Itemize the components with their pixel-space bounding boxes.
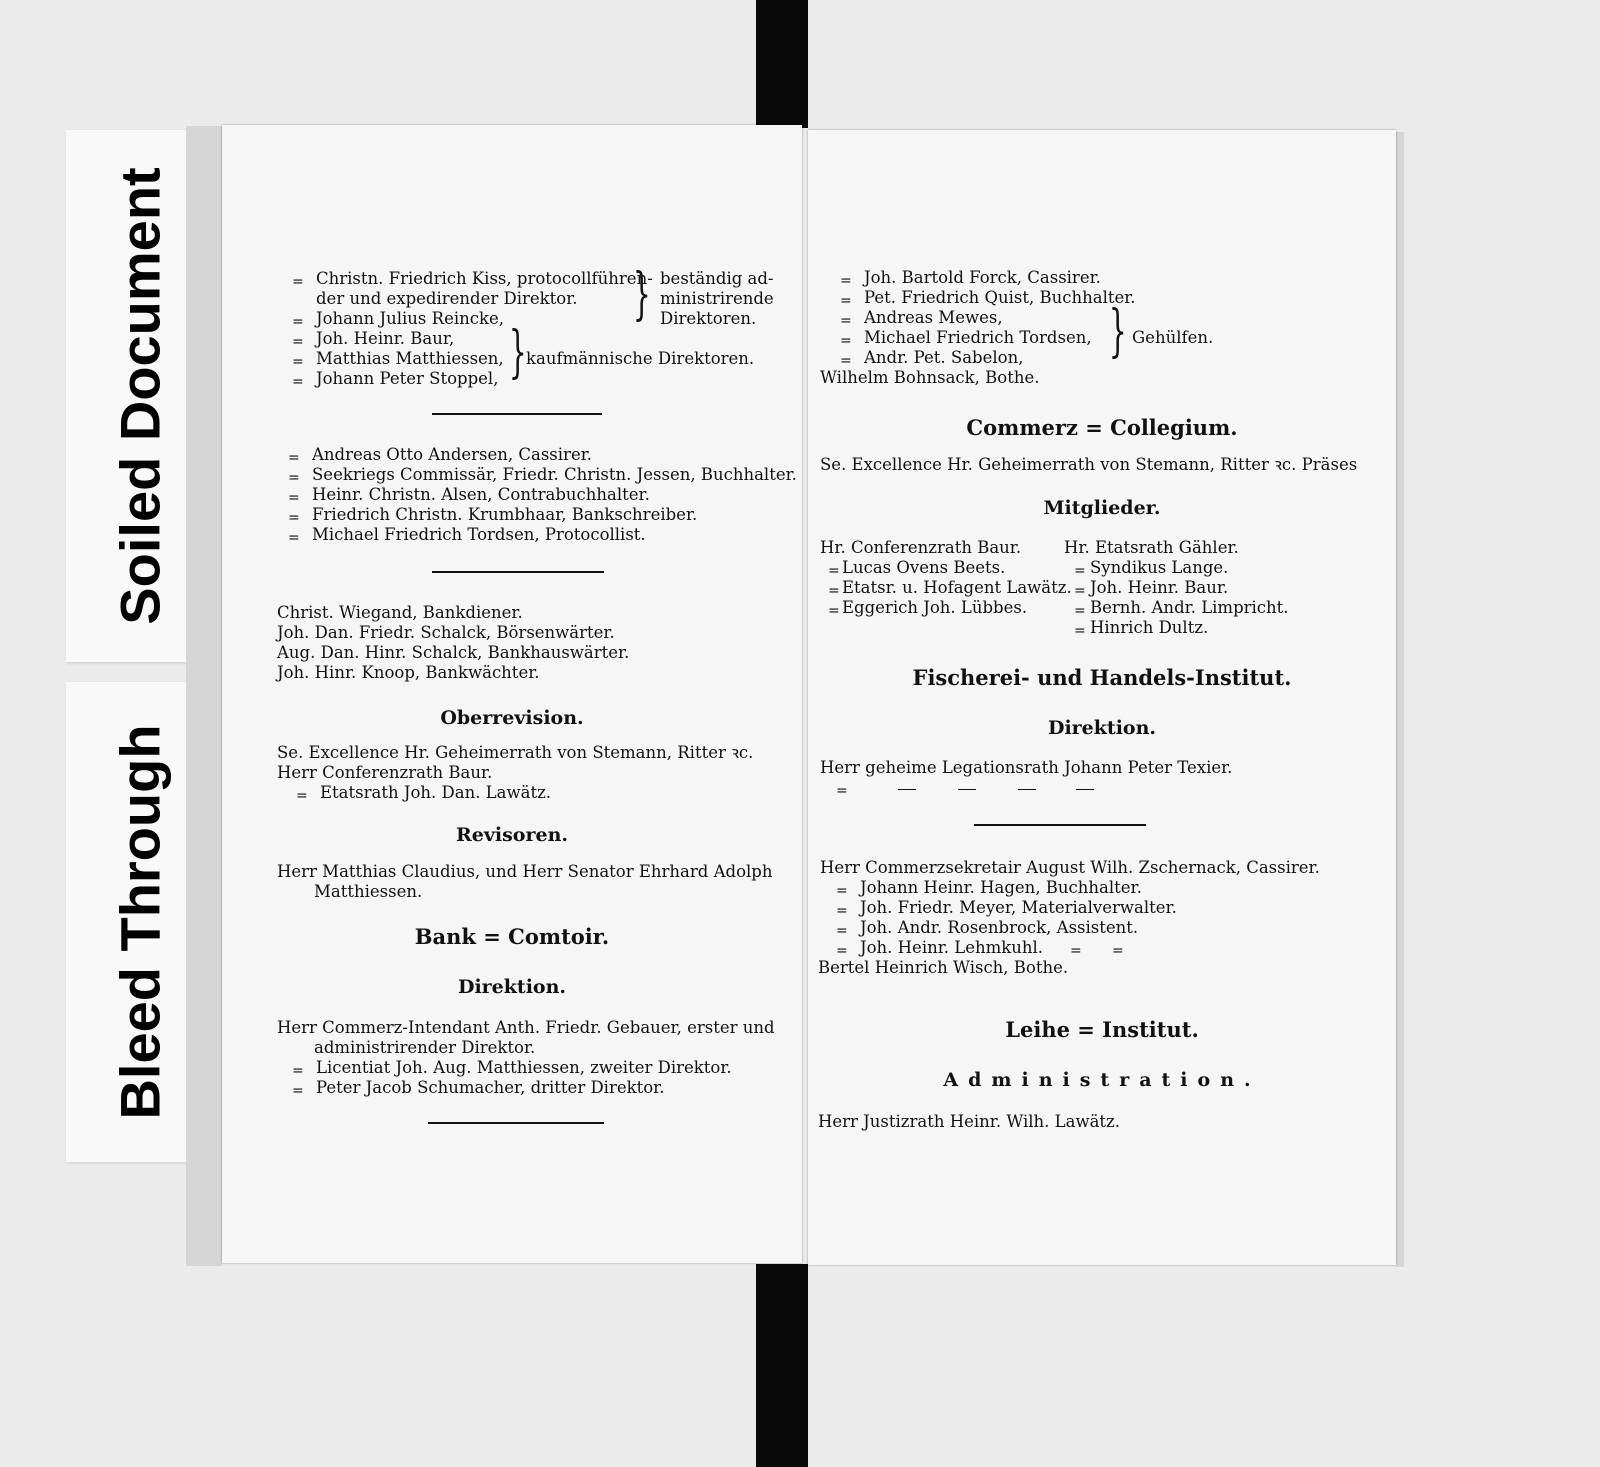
separator-rule	[432, 571, 604, 573]
spine-top	[756, 0, 808, 128]
ditto-mark: =	[836, 943, 848, 959]
bohnsack-line: Wilhelm Bohnsack, Bothe.	[820, 368, 1040, 387]
bleed-through-label: Bleed Through	[108, 724, 172, 1120]
ditto-mark: =	[1074, 603, 1086, 619]
dash-mark	[1018, 789, 1036, 790]
oberrevision-line-3: Etatsrath Joh. Dan. Lawätz.	[320, 783, 552, 802]
staff-line-4: Joh. Hinr. Knoop, Bankwächter.	[277, 663, 540, 682]
texier-line: Herr geheime Legationsrath Johann Peter Texier.	[820, 758, 1233, 777]
kiss-line-2: der und expedirender Direktor.	[316, 289, 578, 308]
commercial-label: kaufmännische Direktoren.	[526, 349, 755, 368]
ditto-mark: =	[836, 783, 848, 799]
ditto-mark: =	[836, 883, 848, 899]
ditto-mark: =	[1112, 943, 1124, 959]
staff-line-3: Aug. Dan. Hinr. Schalck, Bankhauswärter.	[277, 643, 630, 662]
ditto-mark: =	[292, 354, 304, 370]
ditto-mark: =	[1074, 583, 1086, 599]
member-left-3: Etatsr. u. Hofagent Lawätz.	[842, 578, 1072, 597]
oberrevision-heading: Oberrevision.	[440, 707, 584, 729]
official-line-3: Heinr. Christn. Alsen, Contrabuchhalter.	[312, 485, 650, 504]
member-right-4: Bernh. Andr. Limpricht.	[1090, 598, 1289, 617]
ditto-mark: =	[836, 923, 848, 939]
meyer-line: Joh. Friedr. Meyer, Materialverwalter.	[860, 898, 1177, 917]
hagen-line: Johann Heinr. Hagen, Buchhalter.	[860, 878, 1142, 897]
member-left-2: Lucas Ovens Beets.	[842, 558, 1006, 577]
brace-gehuelfen: }	[1108, 299, 1127, 364]
praeses-line: Se. Excellence Hr. Geheimerrath von Stemann, Ritter ꝛc. Präses	[820, 455, 1358, 474]
mewes-line: Andreas Mewes,	[864, 308, 1003, 327]
staff-line-2: Joh. Dan. Friedr. Schalck, Börsenwärter.	[277, 623, 615, 642]
ditto-mark: =	[828, 583, 840, 599]
ditto-mark: =	[292, 274, 304, 290]
ditto-mark: =	[840, 333, 852, 349]
ditto-mark: =	[840, 273, 852, 289]
baur-line: Joh. Heinr. Baur,	[316, 329, 455, 348]
dash-mark	[1076, 789, 1094, 790]
bank-line-2: administrirender Direktor.	[314, 1038, 536, 1057]
bank-line-1: Herr Commerz-Intendant Anth. Friedr. Gebauer, erster und	[277, 1018, 775, 1037]
kiss-line-1: Christn. Friedrich Kiss, protocollführen-	[316, 269, 653, 288]
separator-rule	[974, 824, 1146, 826]
administrative-label-1: beständig ad-	[660, 269, 774, 288]
ditto-mark: =	[288, 530, 300, 546]
administrative-label-3: Direktoren.	[660, 309, 757, 328]
ditto-mark: =	[1074, 623, 1086, 639]
ditto-mark: =	[292, 1083, 304, 1099]
member-right-5: Hinrich Dultz.	[1090, 618, 1209, 637]
ditto-mark: =	[836, 903, 848, 919]
ditto-mark: =	[292, 314, 304, 330]
brace-administrative: }	[632, 262, 651, 327]
ditto-mark: =	[292, 1063, 304, 1079]
administration-heading: Administration.	[943, 1069, 1261, 1091]
ditto-mark: =	[828, 563, 840, 579]
gehuelfen-label: Gehülfen.	[1132, 328, 1214, 347]
leihe-heading: Leihe = Institut.	[1005, 1017, 1199, 1042]
member-right-1: Hr. Etatsrath Gähler.	[1064, 538, 1239, 557]
separator-rule	[428, 1122, 604, 1124]
zschernack-line: Herr Commerzsekretair August Wilh. Zschernack, Cassirer.	[820, 858, 1320, 877]
soiled-document-label: Soiled Document	[108, 167, 172, 625]
bank-line-3: Licentiat Joh. Aug. Matthiessen, zweiter Direktor.	[316, 1058, 732, 1077]
ditto-mark: =	[296, 788, 308, 804]
left-page	[222, 125, 802, 1263]
ditto-mark: =	[1070, 943, 1082, 959]
matthiessen-line: Matthias Matthiessen,	[316, 349, 504, 368]
ditto-mark: =	[840, 293, 852, 309]
revisoren-heading: Revisoren.	[455, 824, 569, 846]
ditto-mark: =	[288, 470, 300, 486]
separator-rule	[432, 413, 602, 415]
ditto-mark: =	[288, 450, 300, 466]
forck-line: Joh. Bartold Forck, Cassirer.	[864, 268, 1101, 287]
brace-commercial: }	[508, 320, 527, 385]
fischerei-direktion-heading: Direktion.	[1047, 717, 1157, 739]
wisch-line: Bertel Heinrich Wisch, Bothe.	[818, 958, 1069, 977]
administrative-label-2: ministrirende	[660, 289, 774, 308]
sabelon-line: Andr. Pet. Sabelon,	[864, 348, 1024, 367]
lehmkuhl-line: Joh. Heinr. Lehmkuhl.	[860, 938, 1044, 957]
bank-line-4: Peter Jacob Schumacher, dritter Direktor.	[316, 1078, 665, 1097]
commerz-heading: Commerz = Collegium.	[966, 415, 1238, 440]
ditto-mark: =	[1074, 563, 1086, 579]
member-right-3: Joh. Heinr. Baur.	[1090, 578, 1229, 597]
member-right-2: Syndikus Lange.	[1090, 558, 1229, 577]
oberrevision-line-1: Se. Excellence Hr. Geheimerrath von Stemann, Ritter ꝛc.	[277, 743, 754, 762]
official-line-2: Seekriegs Commissär, Friedr. Christn. Jessen, Buchhalter.	[312, 465, 797, 484]
official-line-1: Andreas Otto Andersen, Cassirer.	[312, 445, 593, 464]
ditto-mark: =	[292, 334, 304, 350]
staff-line-1: Christ. Wiegand, Bankdiener.	[277, 603, 523, 622]
spine-bottom	[756, 1264, 808, 1467]
lawaetz-line: Herr Justizrath Heinr. Wilh. Lawätz.	[818, 1112, 1120, 1131]
stoppel-line: Johann Peter Stoppel,	[316, 369, 499, 388]
bank-direktion-heading: Direktion.	[457, 976, 567, 998]
left-page-edge	[186, 126, 222, 1266]
mitglieder-heading: Mitglieder.	[1043, 497, 1161, 519]
revisoren-line-1: Herr Matthias Claudius, und Herr Senator Ehrhard Adolph	[277, 862, 773, 881]
official-line-5: Michael Friedrich Tordsen, Protocollist.	[312, 525, 646, 544]
quist-line: Pet. Friedrich Quist, Buchhalter.	[864, 288, 1136, 307]
member-left-4: Eggerich Joh. Lübbes.	[842, 598, 1028, 617]
ditto-mark: =	[840, 313, 852, 329]
revisoren-line-2: Matthiessen.	[314, 882, 423, 901]
bank-comtoir-heading: Bank = Comtoir.	[414, 924, 610, 949]
oberrevision-line-2: Herr Conferenzrath Baur.	[277, 763, 493, 782]
ditto-mark: =	[288, 510, 300, 526]
ditto-mark: =	[828, 603, 840, 619]
fischerei-heading: Fischerei- und Handels-Institut.	[912, 665, 1292, 690]
dash-mark	[898, 789, 916, 790]
right-page-edge	[1396, 132, 1404, 1267]
rosenbrock-line: Joh. Andr. Rosenbrock, Assistent.	[860, 918, 1139, 937]
ditto-mark: =	[840, 353, 852, 369]
reincke-line: Johann Julius Reincke,	[316, 309, 504, 328]
dash-mark	[958, 789, 976, 790]
tordsen-line: Michael Friedrich Tordsen,	[864, 328, 1092, 347]
right-page	[808, 130, 1396, 1265]
ditto-mark: =	[292, 374, 304, 390]
official-line-4: Friedrich Christn. Krumbhaar, Bankschreiber.	[312, 505, 698, 524]
member-left-1: Hr. Conferenzrath Baur.	[820, 538, 1022, 557]
ditto-mark: =	[288, 490, 300, 506]
